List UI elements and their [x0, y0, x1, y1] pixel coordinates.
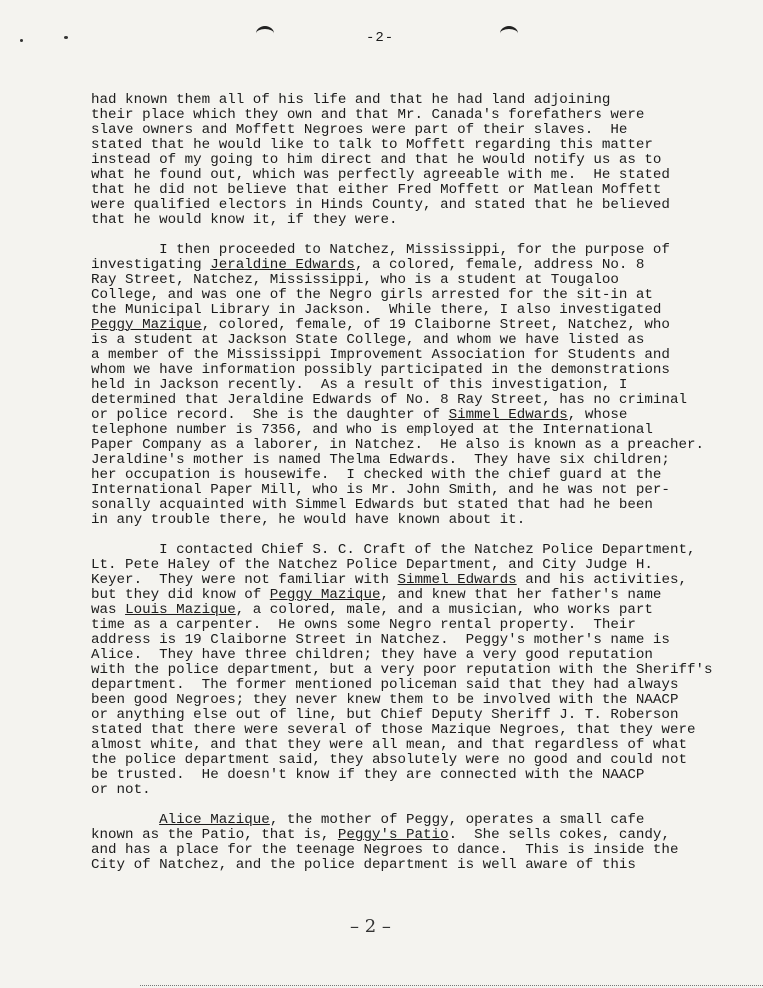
paragraph: I contacted Chief S. C. Craft of the Natchez Police Department, Lt. Pete Haley of the Natchez Police Department, and City Judge H. Keyer. They were not familiar with Simmel Edwards and his activities, but they did know of Peggy Mazique, and knew that her father's name was Louis Mazique, a colored, male, and a musician, who works part time as a carpenter. He owns some Negro rental property. Their address is 19 Claiborne Street in Natchez. Peggy's mother's name is Alice. They have three children; they have a very good reputation with the police department, but a very poor reputation with the Sheriff's department. The former mentioned policeman said that they had always been good Negroes; they never knew them to be involved with the NAACP or anything else out of line, but Chief Deputy Sheriff J. T. Roberson stated that there were several of those Mazique Negroes, that they were almost white, and that they were all mean, and that regardless of what the police department said, they absolutely were no good and could not be trusted. He doesn't know if they are connected with the NAACP or not.	[91, 542, 713, 798]
page-number-top: -2-	[366, 30, 395, 46]
paragraph: had known them all of his life and that he had land adjoining their place which they own and that Mr. Canada's forefathers were slave owners and Moffett Negroes were part of their slaves. He stated that he would like to talk to Moffett regarding this matter instead of my going to him direct and that he would notify us as to what he found out, which was perfectly agreeable with me. He stated that he did not believe that either Fred Moffett or Matlean Moffett were qualified electors in Hinds County, and stated that he believed that he would know it, if they were.	[91, 92, 670, 228]
paragraph: I then proceeded to Natchez, Mississippi, for the purpose of investigating Jeraldine Edwards, a colored, female, address No. 8 Ray Street, Natchez, Mississippi, who is a student at Tougaloo College, and was one of the Negro girls arrested for the sit-in at the Municipal Library in Jackson. While there, I also investigated Peggy Mazique, colored, female, of 19 Claiborne Street, Natchez, who is a student at Jackson State College, and whom we have listed as a member of the Mississippi Improvement Association for Students and whom we have information possibly participated in the demonstrations held in Jackson recently. As a result of this investigation, I determined that Jeraldine Edwards of No. 8 Ray Street, has no criminal or police record. She is the daughter of Simmel Edwards, whose telephone number is 7356, and who is employed at the International Paper Company as a laborer, in Natchez. He also is known as a preacher. Jeraldine's mother is named Thelma Edwards. They have six children; her occupation is housewife. I checked with the chief guard at the International Paper Mill, who is Mr. John Smith, and he was not per- sonally acquainted with Simmel Edwards but stated that had he been in any trouble there, he would have known about it.	[91, 242, 704, 528]
margin-speck	[20, 39, 23, 42]
margin-speck	[64, 36, 68, 39]
underlined-name: Peggy Mazique	[269, 587, 381, 603]
underlined-name: Louis Mazique	[125, 602, 236, 618]
punch-hole-mark-right	[500, 26, 518, 41]
underlined-name: Jeraldine Edwards	[210, 257, 355, 273]
punch-hole-mark-left	[256, 26, 274, 41]
paragraph: Alice Mazique, the mother of Peggy, operates a small cafe known as the Patio, that is, Peggy's Patio. She sells cokes, candy, and has a place for the teenage Negroes to dance. This is inside the City of Natchez, and the police department is well aware of this	[91, 812, 679, 873]
underlined-name: Alice Mazique	[159, 812, 270, 828]
page-number-bottom-handwritten: – 2 –	[350, 916, 391, 937]
underlined-name: Simmel Edwards	[397, 572, 517, 588]
underlined-name: Peggy Mazique	[91, 317, 202, 333]
bottom-rule	[140, 985, 763, 986]
underlined-name: Simmel Edwards	[448, 407, 568, 423]
document-body	[91, 93, 741, 873]
underlined-name: Peggy's Patio	[337, 827, 449, 843]
